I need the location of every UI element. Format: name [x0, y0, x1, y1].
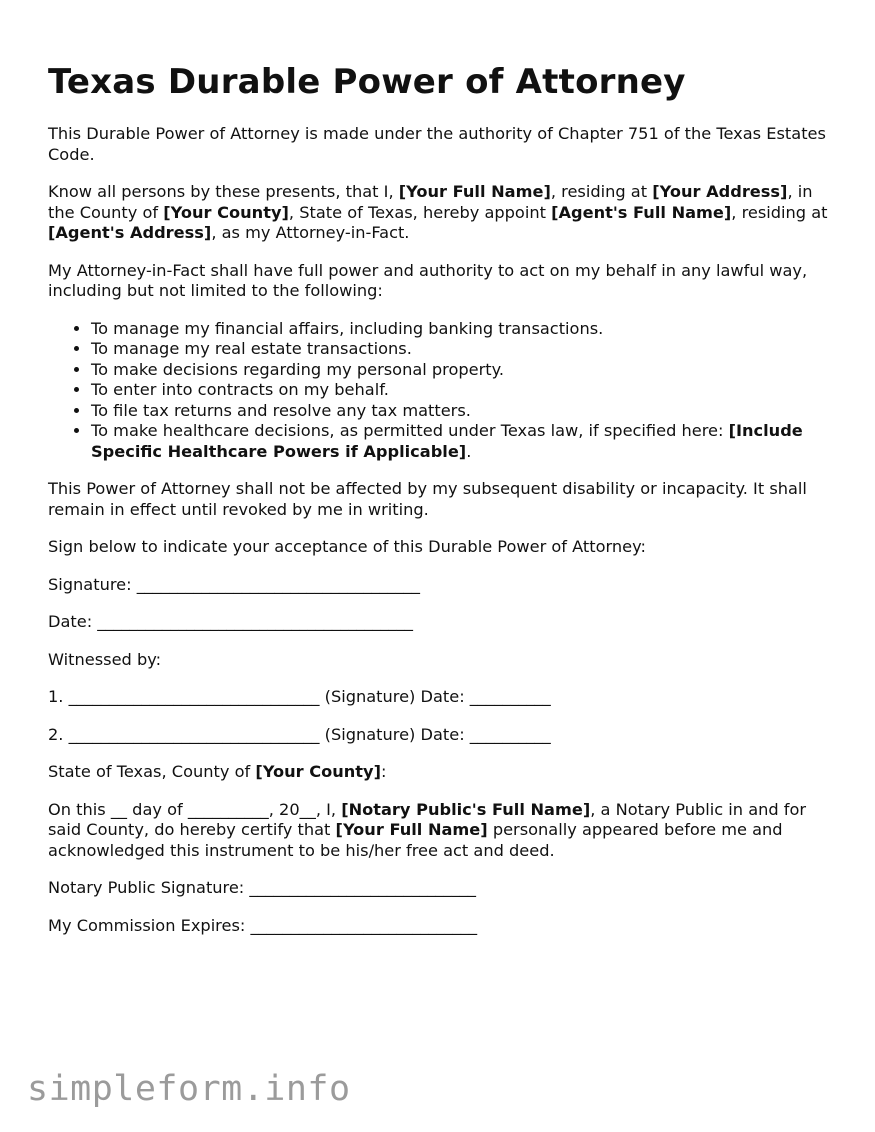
notary-state-text: State of Texas, County of	[48, 762, 256, 781]
appointment-text: , residing at	[550, 182, 653, 201]
principal-county-placeholder: [Your County]	[163, 202, 289, 222]
notary-signature-line: Notary Public Signature: ____________________________	[48, 878, 477, 897]
commission-expires-line: My Commission Expires: ____________________________	[48, 915, 478, 935]
principal-name-placeholder: [Your Full Name]	[398, 182, 551, 201]
list-item: • To file tax returns and resolve any tax matters.	[91, 401, 838, 422]
sign-instruction: Sign below to indicate your acceptance of this Durable Power of Attorney:	[48, 537, 646, 556]
appointment-text: , in the County of	[48, 182, 813, 222]
durability-paragraph: This Power of Attorney shall not be affected by my subsequent disability or incapacity. It shall remain in effect until revoked by me in writing.	[48, 479, 807, 519]
notary-county-placeholder: [Your County]	[255, 762, 381, 781]
agent-address-placeholder: [Agent's Address]	[48, 223, 212, 242]
powers-list	[48, 319, 838, 463]
list-item: • To enter into contracts on my behalf.	[91, 380, 838, 401]
list-item: • To manage my real estate transactions.	[91, 339, 838, 360]
list-item: • To manage my financial affairs, including banking transactions.	[91, 319, 838, 340]
appointment-paragraph	[48, 182, 838, 244]
witness-2-line: 2. _______________________________ (Signature) Date: __________	[48, 724, 551, 744]
site-watermark: simpleform.info	[27, 1069, 351, 1109]
document-title: Texas Durable Power of Attorney	[48, 62, 686, 102]
signature-line: Signature: ___________________________________	[48, 574, 420, 594]
witnessed-by-label: Witnessed by:	[48, 649, 162, 669]
healthcare-text: To make healthcare decisions, as permitted under Texas law, if specified here:	[91, 421, 729, 440]
agent-name-placeholder: [Agent's Full Name]	[551, 202, 732, 222]
principal-address-placeholder: [Your Address]	[652, 182, 788, 201]
list-item	[91, 421, 838, 462]
witness-1-line: 1. _______________________________ (Signature) Date: __________	[48, 687, 551, 706]
notary-state-end: :	[380, 762, 387, 781]
healthcare-end: .	[466, 441, 472, 461]
date-line: Date: _______________________________________	[48, 612, 413, 631]
notary-paragraph	[48, 800, 838, 862]
appointment-text: , residing at	[731, 202, 828, 222]
appointment-text: , State of Texas, hereby appoint	[288, 202, 552, 222]
appointment-text: , as my Attorney-in-Fact.	[211, 223, 410, 242]
notary-name-placeholder: [Notary Public's Full Name]	[341, 799, 591, 819]
list-item: • To make decisions regarding my personal property.	[91, 360, 838, 381]
document-page	[48, 58, 838, 953]
intro-paragraph: This Durable Power of Attorney is made under the authority of Chapter 751 of the Texas Estates Code.	[48, 124, 826, 164]
notary-text: , a Notary Public in and for said County, do hereby certify that	[48, 799, 807, 839]
notary-text: personally appeared before me and acknowledged this instrument to be his/her free act and deed.	[48, 820, 783, 860]
principal-name-placeholder: [Your Full Name]	[335, 820, 488, 839]
notary-state-line	[48, 762, 838, 783]
powers-intro: My Attorney-in-Fact shall have full power and authority to act on my behalf in any lawful way, including but not limited to the following:	[48, 260, 808, 300]
notary-text: On this __ day of __________, 20__, I,	[48, 799, 342, 819]
appointment-text: Know all persons by these presents, that I,	[48, 182, 399, 201]
healthcare-powers-placeholder: [Include Specific Healthcare Powers if Applicable]	[91, 421, 803, 461]
